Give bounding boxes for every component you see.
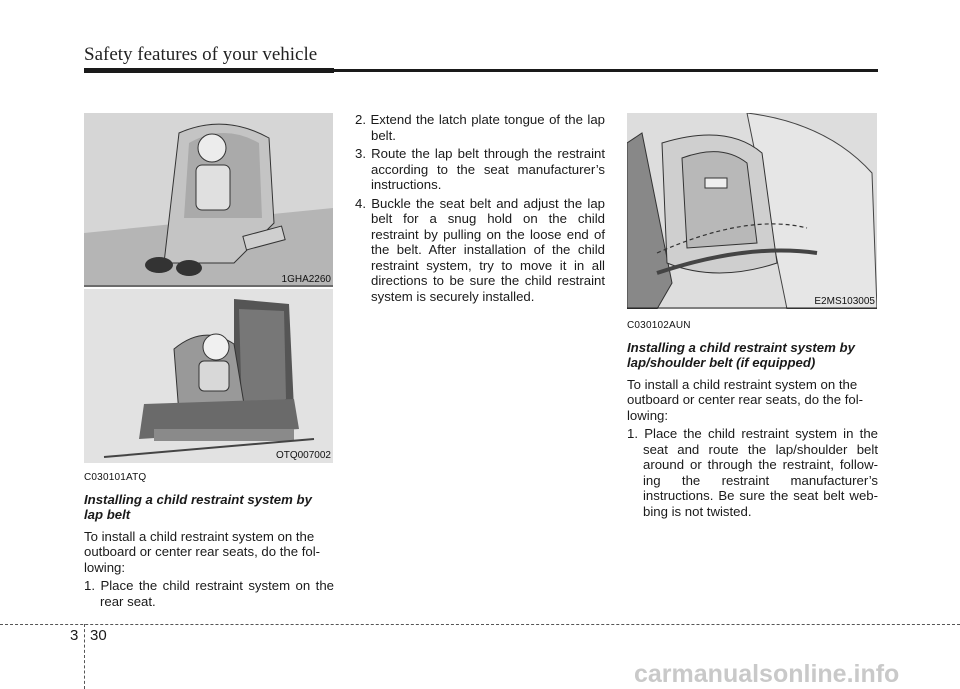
footer-vertical-divider xyxy=(84,624,85,689)
section2-heading: Installing a child restraint system by lap/shoulder belt (if equipped) xyxy=(627,339,855,370)
figure-child-booster-seat xyxy=(84,113,333,287)
section2-step-1: 1. Place the child restraint system in the seat and route the lap/shoulder belt around or through the restraint, follow-ing the restraint manufacturer’s instructions. Be sure the seat belt web-bing is not twisted. xyxy=(627,426,878,519)
page-header-title: Safety features of your vehicle xyxy=(84,44,318,65)
figure-code-2: OTQ007002 xyxy=(275,450,331,461)
section1-step-4: 4. Buckle the seat belt and adjust the lap belt for a snug hold on the child restraint by pulling on the loose end of the belt. After installation of the child restraint system, try to move it in all directions to be sure the child restraint system is securely installed. xyxy=(355,195,605,304)
section1-heading: Installing a child restraint system by lap belt xyxy=(84,491,312,522)
section1-step-1: 1. Place the child restraint system on the rear seat. xyxy=(84,578,334,609)
section1-left xyxy=(84,470,334,609)
section1-right xyxy=(355,112,605,304)
watermark: carmanualsonline.info xyxy=(634,660,900,688)
header-rule xyxy=(84,69,878,72)
footer-section-number: 3 xyxy=(70,627,79,644)
section1-step-3: 3. Route the lap belt through the restraint according to the seat manufacturer’s instructions. xyxy=(355,146,605,192)
section2-intro: To install a child restraint system on the outboard or center rear seats, do the fol-lowing: xyxy=(627,376,864,423)
figure-code-1: 1GHA2260 xyxy=(281,274,331,285)
figure-child-seat-vehicle xyxy=(84,289,333,463)
section2 xyxy=(627,318,878,519)
footer-divider xyxy=(0,624,960,625)
section1-code: C030101ATQ xyxy=(84,472,147,483)
section2-code: C030102AUN xyxy=(627,320,691,331)
figure-lap-shoulder-belt xyxy=(627,113,877,309)
figure-code-3: E2MS103005 xyxy=(814,296,875,307)
section1-intro: To install a child restraint system on the outboard or center rear seats, do the fol-lowing: xyxy=(84,528,321,575)
footer-page-number: 30 xyxy=(90,627,107,644)
section1-step-2: 2. Extend the latch plate tongue of the lap belt. xyxy=(355,112,605,143)
